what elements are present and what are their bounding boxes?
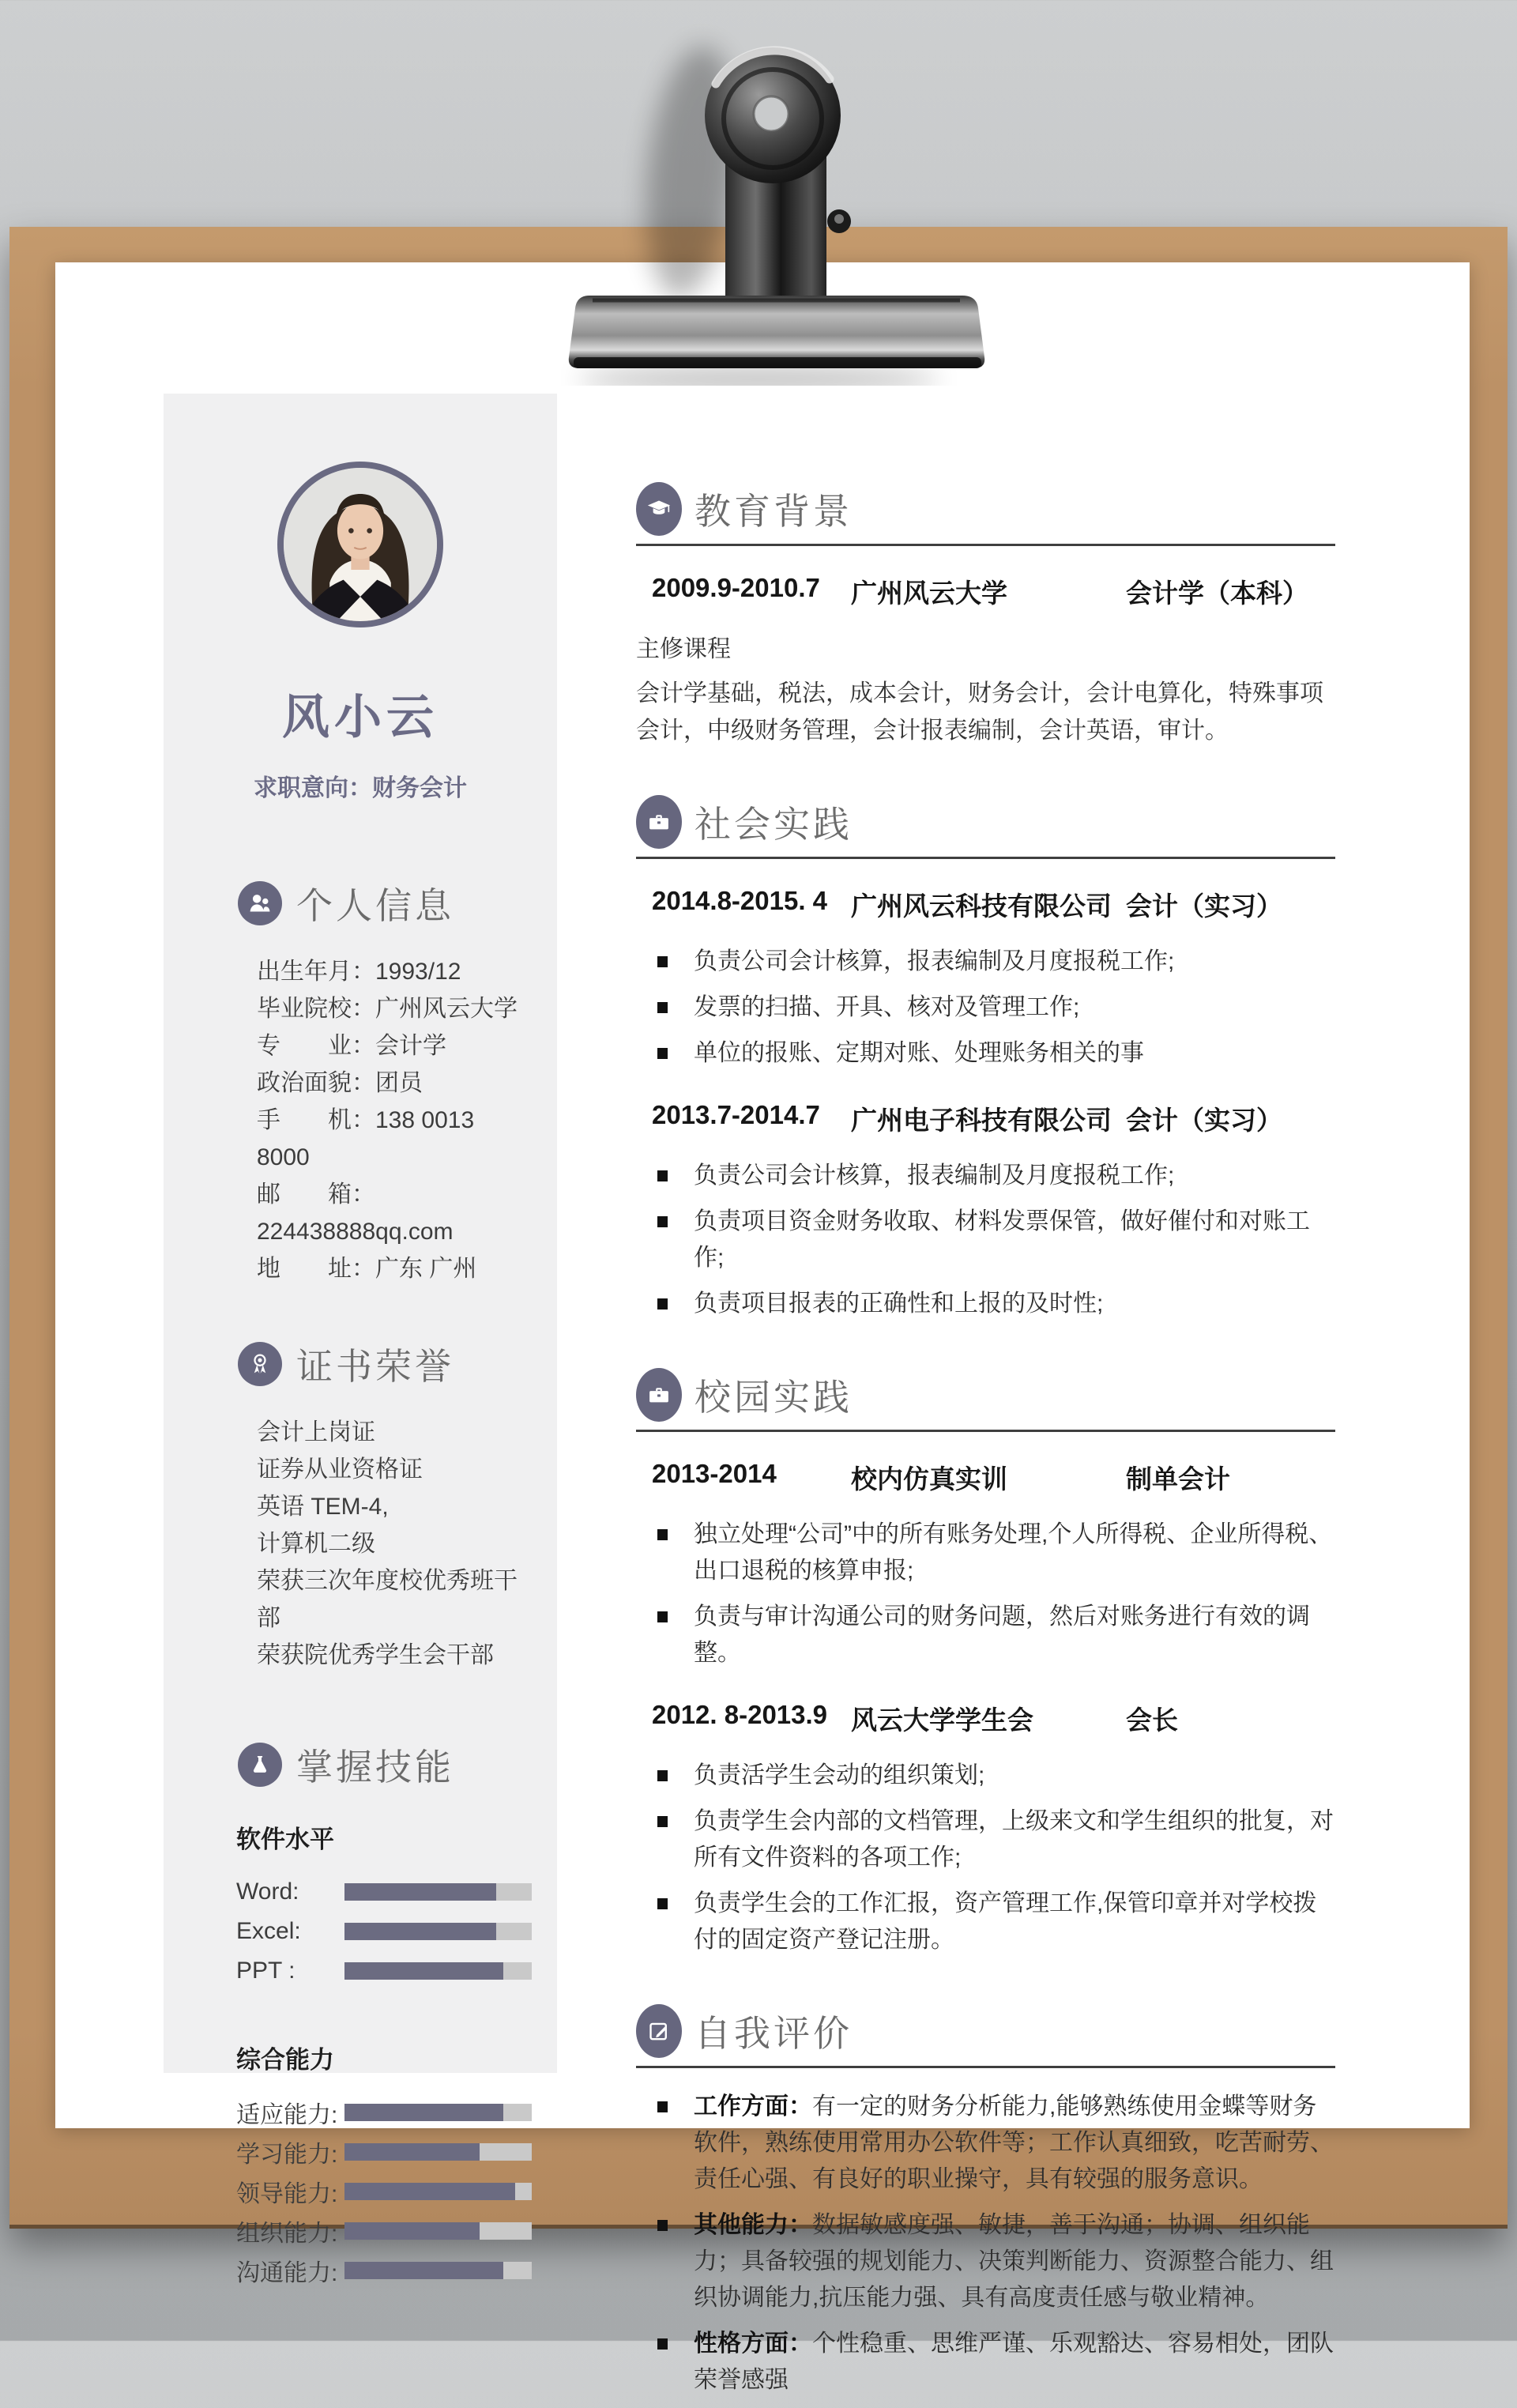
company-name: 广州风云科技有限公司 xyxy=(851,891,1112,921)
portrait-illustration xyxy=(284,468,437,621)
resume-paper xyxy=(55,262,1470,2393)
square-bullet-icon xyxy=(657,2220,668,2231)
bullet-item: 负责项目报表的正确性和上报的及时性; xyxy=(636,1286,1335,1322)
campus-entry xyxy=(636,1700,1335,1958)
square-bullet-icon xyxy=(657,1048,668,1059)
section-divider xyxy=(636,857,1335,859)
bullet-item: 负责学生会内部的文档管理，上级来文和学生组织的批复，对所有文件资料的各项工作; xyxy=(636,1803,1335,1876)
medal-icon xyxy=(238,1342,282,1386)
people-icon xyxy=(238,881,282,925)
bullet-item: 负责学生会的工作汇报，资产管理工作,保管印章并对学校拨付的固定资产登记注册。 xyxy=(636,1886,1335,1958)
section-title: 个人信息 xyxy=(296,885,454,926)
job-entry xyxy=(636,1100,1335,1322)
info-row: 毕业院校：广州风云大学 xyxy=(257,996,518,1022)
section-header xyxy=(636,482,1335,536)
square-bullet-icon xyxy=(657,2338,668,2350)
progress-track xyxy=(344,2222,532,2240)
main-column xyxy=(636,482,1335,2408)
personal-info-list xyxy=(164,953,557,1287)
progress-track xyxy=(344,1883,532,1901)
progress-fill xyxy=(344,2143,480,2161)
section-skills xyxy=(164,1739,557,1791)
square-bullet-icon xyxy=(657,1002,668,1013)
skill-bar-row: PPT : xyxy=(236,1951,557,1991)
info-row: 出生年月：1993/12 xyxy=(257,959,461,985)
square-bullet-icon xyxy=(657,1529,668,1540)
courses-label: 主修课程 xyxy=(636,636,731,662)
binder-clip xyxy=(561,22,1003,386)
section-education xyxy=(636,482,1335,749)
activity-role: 制单会计 xyxy=(1126,1464,1230,1494)
campus-entry xyxy=(636,1459,1335,1671)
certificate-item: 英语 TEM-4, xyxy=(257,1494,389,1520)
certificate-item: 会计上岗证 xyxy=(257,1419,375,1445)
date-range: 2013-2014 xyxy=(652,1459,777,1488)
info-row: 政治面貌：团员 xyxy=(257,1070,423,1096)
section-personal-info xyxy=(164,877,557,929)
progress-fill xyxy=(344,2104,503,2121)
skill-bar-row: 沟通能力: xyxy=(236,2251,557,2290)
bullet-item: 单位的报账、定期对账、处理账务相关的事 xyxy=(636,1035,1335,1072)
square-bullet-icon xyxy=(657,2101,668,2112)
square-bullet-icon xyxy=(657,1898,668,1909)
bullet-item: 负责活学生会动的组织策划; xyxy=(636,1758,1335,1794)
bullet-item: 负责公司会计核算，报表编制及月度报税工作; xyxy=(636,944,1335,980)
job-header xyxy=(636,886,1335,923)
skill-bar-row: 学习能力: xyxy=(236,2132,557,2172)
info-row: 地 址：广东 广州 xyxy=(257,1256,477,1282)
skill-bar-row: 组织能力: xyxy=(236,2211,557,2251)
candidate-name: 风小云 xyxy=(282,691,439,744)
profile-photo xyxy=(277,462,443,627)
square-bullet-icon xyxy=(657,1170,668,1181)
job-header xyxy=(636,1100,1335,1137)
info-row: 手 机：138 0013 8000 xyxy=(257,1107,475,1170)
activity-name: 风云大学学生会 xyxy=(851,1705,1033,1735)
skill-bar-row: Word: xyxy=(236,1872,557,1912)
company-name: 广州电子科技有限公司 xyxy=(851,1106,1112,1135)
software-subheading: 软件水平 xyxy=(236,1826,334,1853)
progress-track xyxy=(344,2262,532,2279)
section-certificates xyxy=(164,1338,557,1390)
section-header xyxy=(636,1368,1335,1422)
courses-text: 会计学基础，税法，成本会计，财务会计，会计电算化，特殊事项会计，中级财务管理，会计报表编制，会计英语，审计。 xyxy=(636,680,1323,744)
progress-fill xyxy=(344,1923,496,1940)
job-bullets xyxy=(636,944,1335,1072)
section-title: 掌握技能 xyxy=(296,1747,454,1788)
square-bullet-icon xyxy=(657,1611,668,1622)
bullet-item: 工作方面：有一定的财务分析能力,能够熟练使用金蝶等财务软件，熟练使用常用办公软件等；工作认真细致，吃苦耐劳、责任心强、有良好的职业操守，具有较强的服务意识。 xyxy=(636,2089,1335,2198)
date-range: 2014.8-2015. 4 xyxy=(652,886,828,915)
bullet-item: 负责与审计沟通公司的财务问题，然后对账务进行有效的调整。 xyxy=(636,1599,1335,1671)
date-range: 2013.7-2014.7 xyxy=(652,1100,820,1129)
bullet-item: 其他能力：数据敏感度强、敏捷，善于沟通；协调、组织能力；具备较强的规划能力、决策判断能力、资源整合能力、组织协调能力,抗压能力强、具有高度责任感与敬业精神。 xyxy=(636,2207,1335,2316)
certificate-item: 证券从业资格证 xyxy=(257,1456,423,1483)
job-objective: 求职意向：财务会计 xyxy=(254,775,467,801)
square-bullet-icon xyxy=(657,1816,668,1827)
square-bullet-icon xyxy=(657,1216,668,1227)
skill-bar-row: 适应能力: xyxy=(236,2093,557,2132)
progress-fill xyxy=(344,1962,503,1980)
pen-icon xyxy=(636,2004,682,2058)
progress-track xyxy=(344,2143,532,2161)
progress-track xyxy=(344,1923,532,1940)
sidebar xyxy=(164,394,557,2286)
major-degree: 会计学（本科） xyxy=(1126,578,1308,608)
skill-bar-row: Excel: xyxy=(236,1912,557,1951)
section-title: 社会实践 xyxy=(695,804,853,845)
job-bullets xyxy=(636,1158,1335,1322)
skill-bar-row: 领导能力: xyxy=(236,2172,557,2211)
section-divider xyxy=(636,2066,1335,2068)
date-range: 2012. 8-2013.9 xyxy=(652,1700,828,1729)
progress-fill xyxy=(344,2222,480,2240)
graduation-cap-icon xyxy=(636,482,682,536)
briefcase-icon xyxy=(636,795,682,849)
job-title: 会计（实习） xyxy=(1126,1106,1282,1135)
progress-track xyxy=(344,1962,532,1980)
progress-track xyxy=(344,2183,532,2200)
section-title: 自我评价 xyxy=(695,2013,853,2054)
info-row: 专 业：会计学 xyxy=(257,1033,446,1059)
section-divider xyxy=(636,544,1335,546)
square-bullet-icon xyxy=(657,1298,668,1310)
square-bullet-icon xyxy=(657,1770,668,1781)
job-entry xyxy=(636,886,1335,1072)
section-title: 校园实践 xyxy=(695,1377,853,1418)
section-header xyxy=(636,2004,1335,2058)
education-entry xyxy=(636,573,1335,610)
certificate-item: 荣获院优秀学生会干部 xyxy=(257,1642,494,1668)
progress-fill xyxy=(344,2262,503,2279)
info-row: 邮 箱：224438888qq.com xyxy=(257,1181,454,1245)
software-bars xyxy=(164,1872,557,1991)
selfeval-bullets xyxy=(636,2089,1335,2399)
certificate-item: 荣获三次年度校优秀班干部 xyxy=(257,1568,518,1631)
section-title: 教育背景 xyxy=(695,491,853,532)
date-range: 2009.9-2010.7 xyxy=(652,573,820,602)
campus-header xyxy=(636,1459,1335,1496)
progress-track xyxy=(344,2104,532,2121)
campus-bullets xyxy=(636,1758,1335,1958)
bullet-item: 发票的扫描、开具、核对及管理工作; xyxy=(636,989,1335,1026)
progress-fill xyxy=(344,2183,515,2200)
section-social-practice xyxy=(636,795,1335,1322)
campus-bullets xyxy=(636,1517,1335,1671)
ability-bars xyxy=(164,2093,557,2290)
briefcase-icon xyxy=(636,1368,682,1422)
activity-name: 校内仿真实训 xyxy=(851,1464,1007,1494)
campus-header xyxy=(636,1700,1335,1737)
bullet-item: 负责公司会计核算，报表编制及月度报税工作; xyxy=(636,1158,1335,1194)
job-title: 会计（实习） xyxy=(1126,891,1282,921)
bullet-item: 性格方面：个性稳重、思维严谨、乐观豁达、容易相处，团队荣誉感强 xyxy=(636,2326,1335,2399)
flask-icon xyxy=(238,1743,282,1787)
abilities-subheading: 综合能力 xyxy=(236,2046,334,2074)
certificate-item: 计算机二级 xyxy=(257,1531,375,1557)
bullet-item: 独立处理“公司”中的所有账务处理,个人所得税、企业所得税、出口退税的核算申报; xyxy=(636,1517,1335,1589)
bullet-item: 负责项目资金财务收取、材料发票保管，做好催付和对账工作; xyxy=(636,1204,1335,1276)
section-divider xyxy=(636,1430,1335,1432)
section-self-evaluation xyxy=(636,2004,1335,2399)
section-campus-practice xyxy=(636,1368,1335,1958)
activity-role: 会长 xyxy=(1126,1705,1178,1735)
school-name: 广州风云大学 xyxy=(851,578,1007,608)
section-title: 证书荣誉 xyxy=(296,1346,454,1387)
square-bullet-icon xyxy=(657,956,668,967)
progress-fill xyxy=(344,1883,496,1901)
section-header xyxy=(636,795,1335,849)
certificate-list xyxy=(164,1414,557,1674)
